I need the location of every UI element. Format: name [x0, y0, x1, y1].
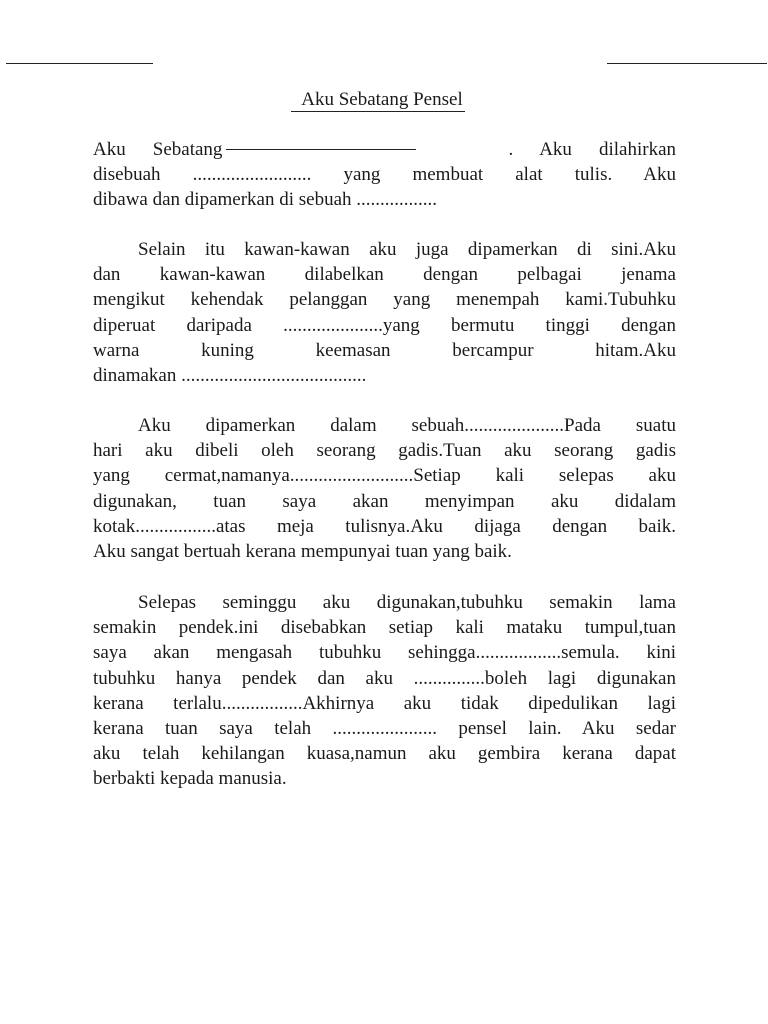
paragraph-3: [93, 413, 676, 564]
paragraph-4-line-8: berbakti kepada manusia.: [93, 768, 287, 790]
paragraph-4-line-7: aku telah kehilangan kuasa,namun aku gembira kerana dapat: [93, 743, 676, 765]
paragraph-1-line-1-start: Aku Sebatang: [93, 139, 223, 160]
paragraph-3-line-1: [93, 413, 676, 438]
paragraph-1-line-2: disebuah ......................... yang membuat alat tulis. Aku: [93, 164, 676, 186]
header-rule-right: [607, 63, 767, 64]
fill-in-blank-line: [226, 148, 416, 150]
paragraph-4-line-6: kerana tuan saya telah ...................... pensel lain. Aku sedar: [93, 718, 676, 740]
paragraph-1-line-1-end: . Aku dilahirkan: [508, 139, 677, 160]
paragraph-2-line-1-text: Selain itu kawan-kawan aku juga dipamerkan di sini.Aku: [138, 239, 676, 260]
paragraph-4-line-1: [93, 590, 676, 615]
header-rule-left: [74, 63, 153, 64]
paragraph-4: [93, 590, 676, 792]
page-title-wrapper: [0, 87, 768, 113]
paragraph-3-line-5: kotak.................atas meja tulisnya.Aku dijaga dengan baik.: [93, 515, 676, 537]
paragraph-4-line-3: saya akan mengasah tubuhku sehingga..................semula. kini: [93, 642, 676, 664]
paragraph-3-line-4: digunakan, tuan saya akan menyimpan aku didalam: [93, 490, 676, 512]
paragraph-2-line-5: warna kuning keemasan bercampur hitam.Aku: [93, 339, 676, 361]
paragraph-2-line-6: dinamakan .......................................: [93, 365, 367, 387]
paragraph-4-line-2: semakin pendek.ini disebabkan setiap kali mataku tumpul,tuan: [93, 617, 676, 639]
paragraph-2-line-2: dan kawan-kawan dilabelkan dengan pelbagai jenama: [93, 264, 676, 286]
paragraph-3-line-3: yang cermat,namanya..........................Setiap kali selepas aku: [93, 465, 676, 487]
paragraph-4-line-1-text: Selepas seminggu aku digunakan,tubuhku semakin lama: [138, 592, 676, 613]
paragraph-1-line-1: [93, 137, 676, 162]
paragraph-4-line-5: kerana terlalu.................Akhirnya aku tidak dipedulikan lagi: [93, 692, 676, 714]
paragraph-2-line-3: mengikut kehendak pelanggan yang menempah kami.Tubuhku: [93, 289, 676, 311]
page-title: Aku Sebatang Pensel: [291, 89, 464, 112]
header-rule-left-short: [6, 63, 74, 64]
paragraph-3-line-1-text: Aku dipamerkan dalam sebuah.....................Pada suatu: [138, 415, 676, 436]
paragraph-1: [93, 137, 676, 213]
paragraph-1-line-3: dibawa dan dipamerkan di sebuah .................: [93, 189, 438, 211]
paragraph-3-line-2: hari aku dibeli oleh seorang gadis.Tuan aku seorang gadis: [93, 440, 676, 462]
paragraph-2-line-1: [93, 237, 676, 262]
paragraph-3-line-6: Aku sangat bertuah kerana mempunyai tuan yang baik.: [93, 541, 512, 563]
paragraph-2: [93, 237, 676, 388]
paragraph-4-line-4: tubuhku hanya pendek dan aku ...............boleh lagi digunakan: [93, 667, 676, 689]
paragraph-2-line-4: diperuat daripada .....................yang bermutu tinggi dengan: [93, 314, 676, 336]
